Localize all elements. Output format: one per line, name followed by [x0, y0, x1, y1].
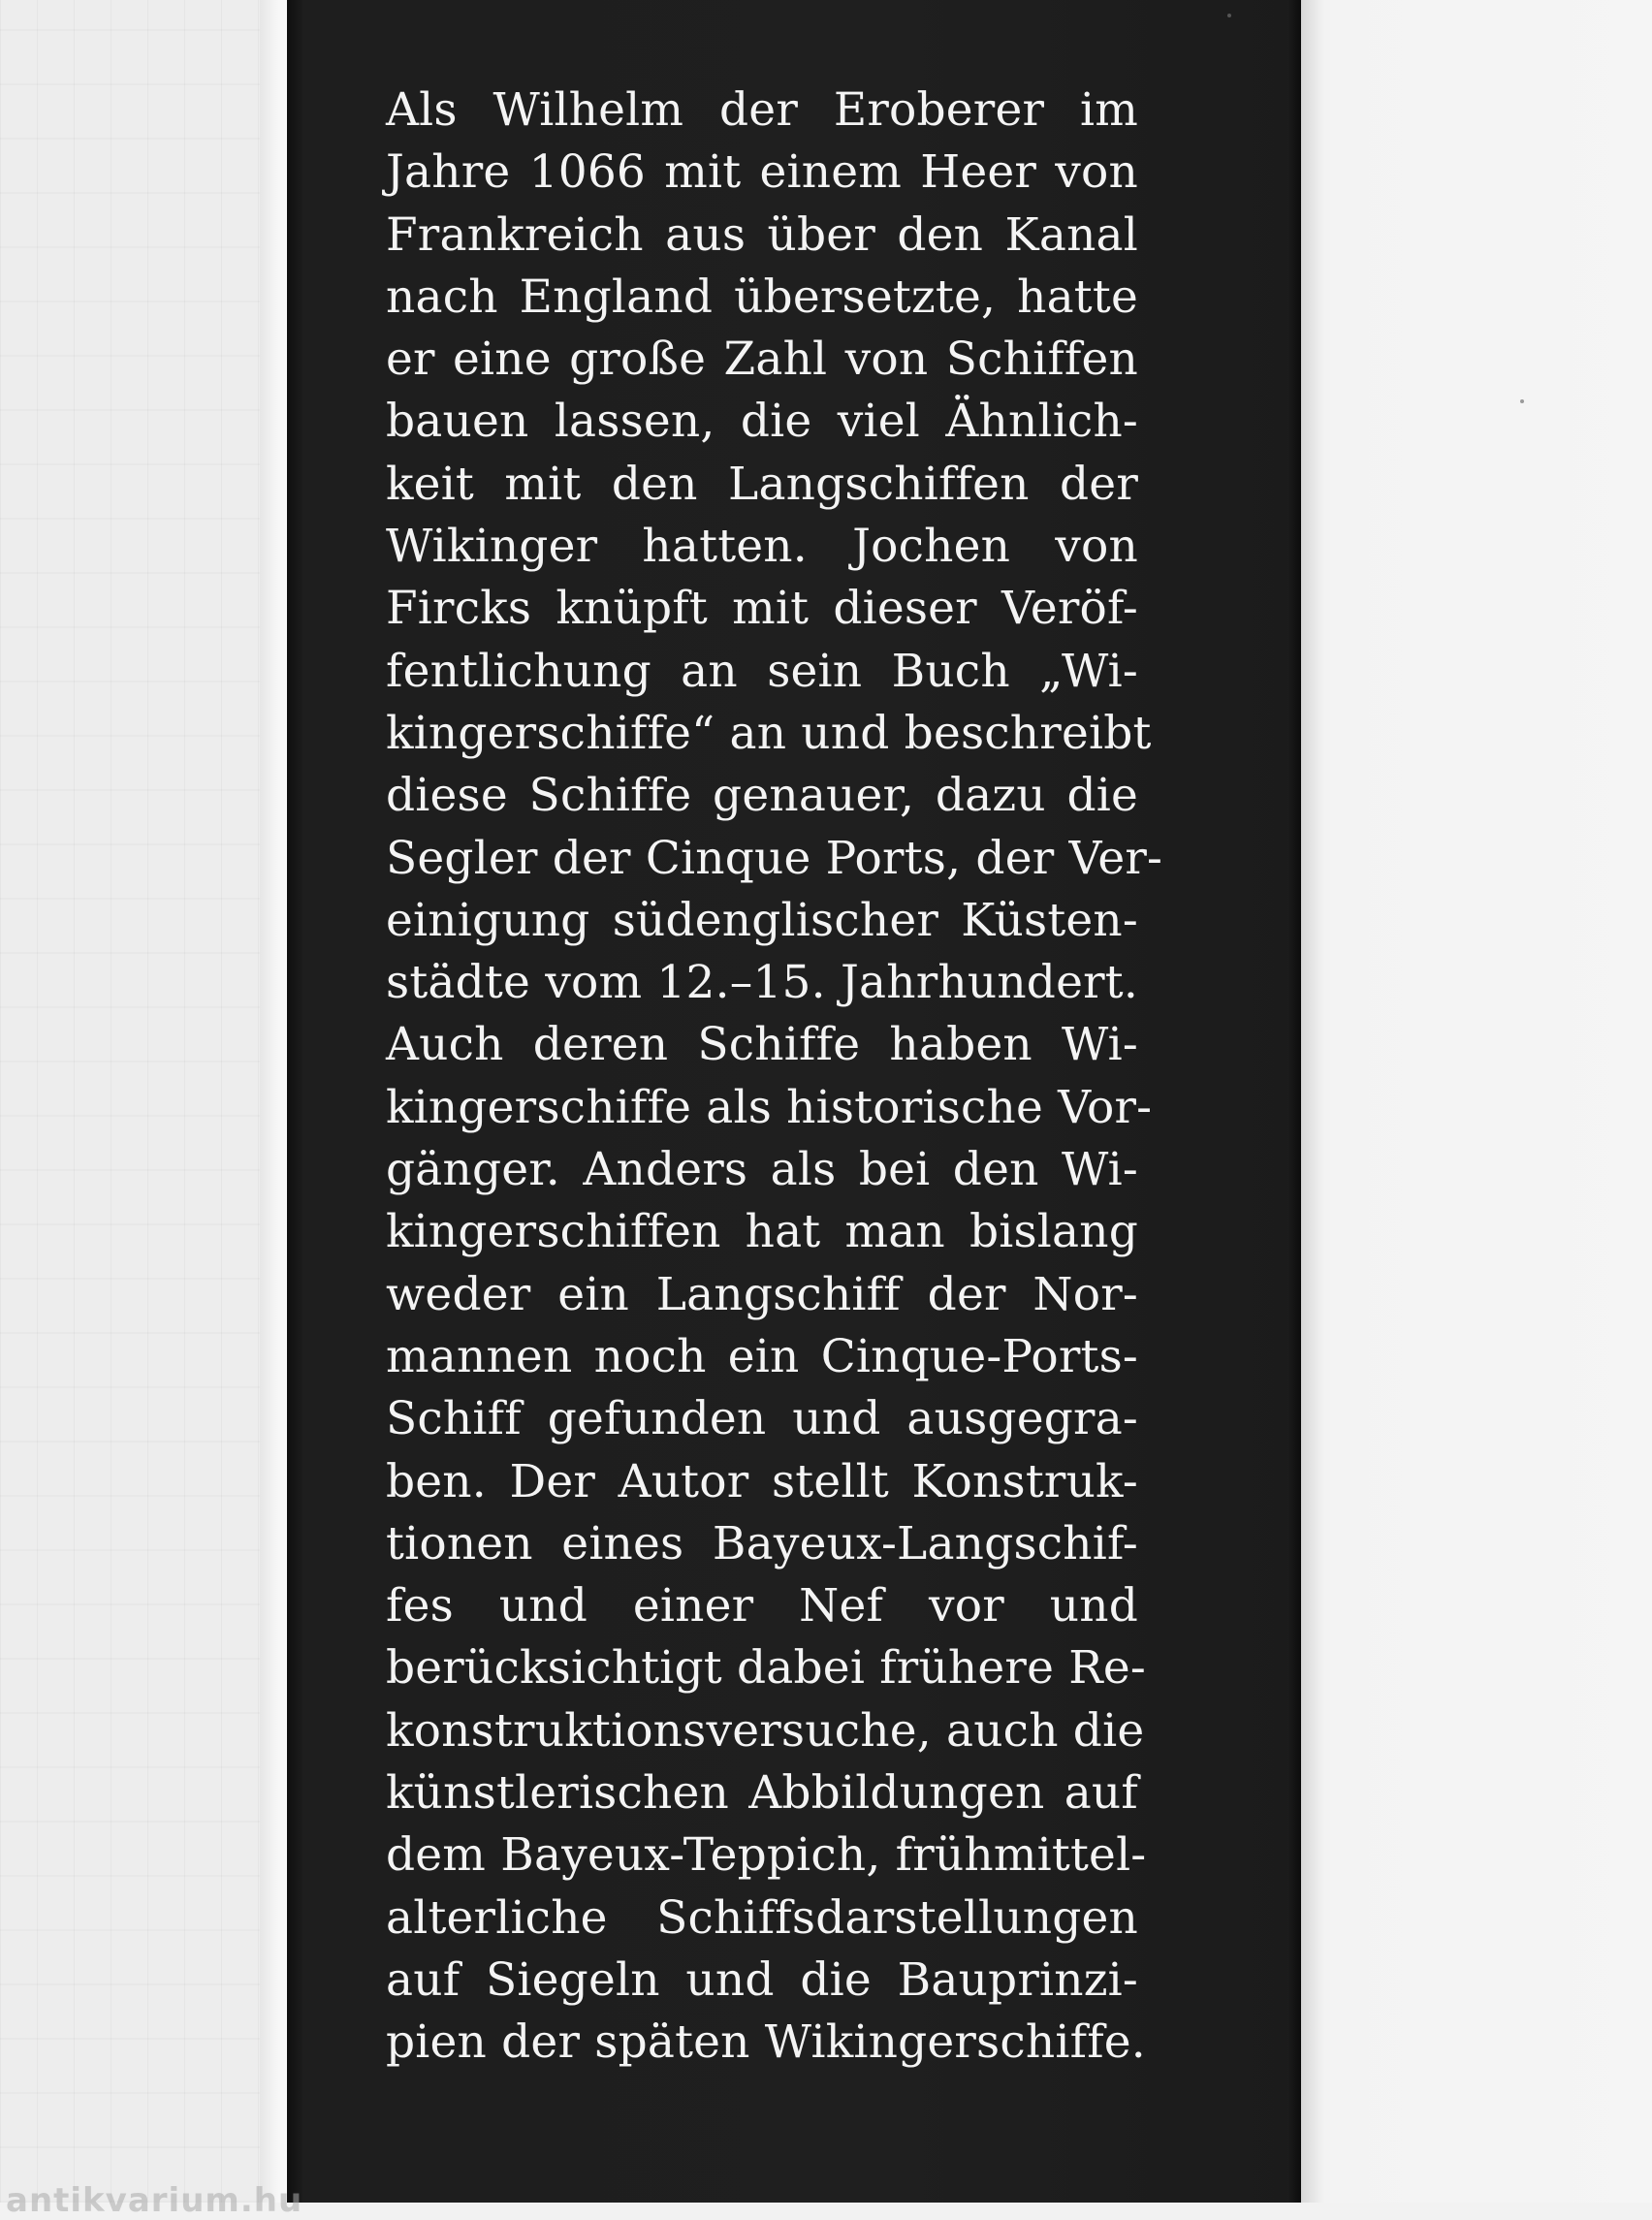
- text-line: Wikinger hatten. Jochen von: [386, 520, 1138, 574]
- text-line: tionen eines Bayeux-Langschif-: [386, 1516, 1138, 1570]
- book-flap-edge: [1287, 0, 1301, 2203]
- text-line: weder ein Langschiff der Nor-: [386, 1267, 1138, 1321]
- text-line: Segler der Cinque Ports, der Ver-: [386, 831, 1163, 885]
- page-speck: [1520, 399, 1524, 403]
- blurb-text: [386, 79, 1163, 2075]
- text-line: nach England übersetzte, hatte: [386, 270, 1138, 324]
- left-page: [0, 0, 291, 2203]
- text-line: fes und einer Nef vor und: [386, 1579, 1138, 1633]
- text-line: einigung südenglischer Küsten-: [386, 893, 1138, 947]
- text-line: Fircks knüpft mit dieser Veröf-: [386, 582, 1138, 636]
- text-line: mannen noch ein Cinque-Ports-: [386, 1329, 1138, 1383]
- text-line: er eine große Zahl von Schiffen: [386, 333, 1138, 387]
- text-line: Als Wilhelm der Eroberer im: [386, 83, 1138, 137]
- text-line: keit mit den Langschiffen der: [386, 457, 1138, 511]
- text-line: dem Bayeux-Teppich, frühmittel-: [386, 1828, 1147, 1883]
- text-line: pien der späten Wikingerschiffe.: [386, 2015, 1146, 2070]
- text-line: fentlichung an sein Buch „Wi-: [386, 644, 1138, 698]
- text-line: Frankreich aus über den Kanal: [386, 207, 1138, 262]
- text-line: berücksichtigt dabei frühere Re-: [386, 1641, 1146, 1696]
- text-line: kingerschiffe“ an und beschreibt: [386, 706, 1152, 760]
- right-page: [1301, 0, 1652, 2203]
- text-line: auf Siegeln und die Bauprinzi-: [386, 1952, 1138, 2007]
- text-line: Auch deren Schiffe haben Wi-: [386, 1018, 1138, 1072]
- text-line: Schiff gefunden und ausgegra-: [386, 1392, 1138, 1446]
- text-line: kingerschiffe als historische Vor-: [386, 1080, 1153, 1134]
- text-line: kingerschiffen hat man bislang: [386, 1205, 1138, 1259]
- text-line: bauen lassen, die viel Ähnlich-: [386, 395, 1138, 449]
- text-line: gänger. Anders als bei den Wi-: [386, 1143, 1138, 1197]
- text-line: diese Schiffe genauer, dazu die: [386, 769, 1138, 823]
- text-line: Jahre 1066 mit einem Heer von: [386, 145, 1138, 200]
- text-line: künstlerischen Abbildungen auf: [386, 1766, 1138, 1821]
- text-line: städte vom 12.–15. Jahrhundert.: [386, 956, 1138, 1010]
- text-line: konstruktionsversuche, auch die: [386, 1703, 1145, 1758]
- watermark: antikvarium.hu: [6, 2181, 303, 2220]
- page-speck: [1227, 14, 1231, 17]
- text-line: alterliche Schiffsdarstellungen: [386, 1890, 1138, 1945]
- text-line: ben. Der Autor stellt Konstruk-: [386, 1454, 1138, 1508]
